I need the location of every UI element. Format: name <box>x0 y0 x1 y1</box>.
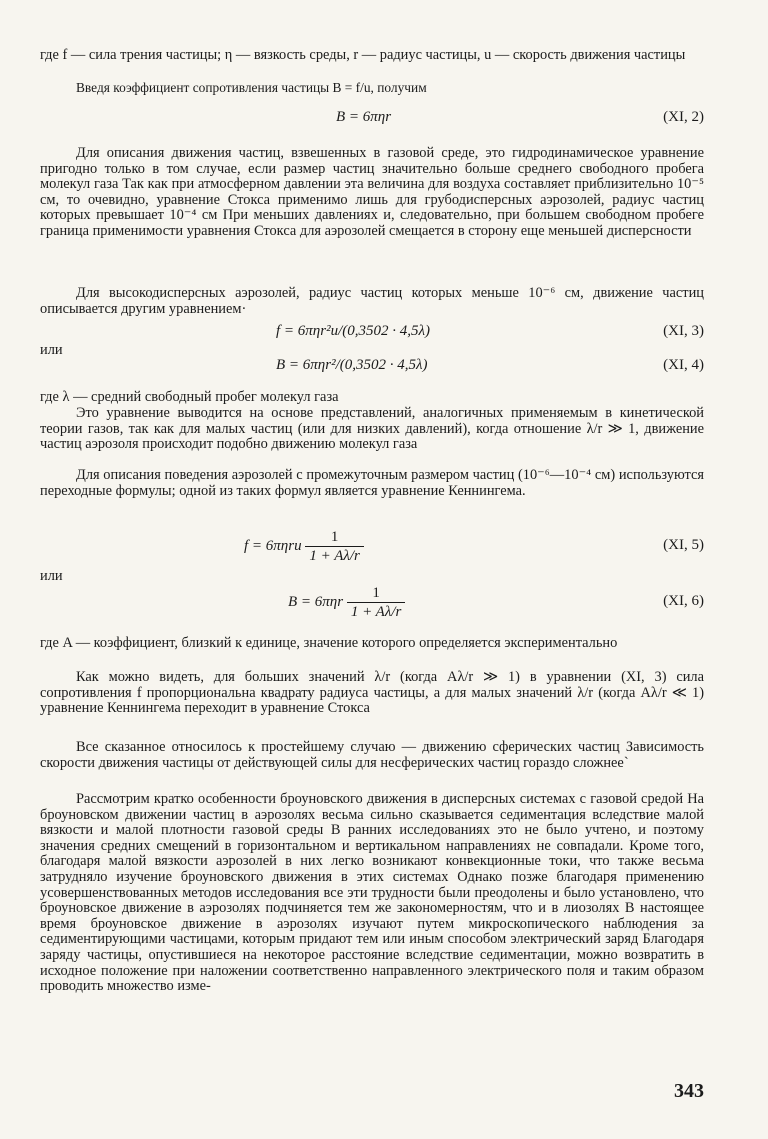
equation-number: (XI, 3) <box>663 323 704 339</box>
equation-resistance: B = 6πηr²/(0,3502 · 4,5λ) <box>276 357 428 373</box>
equation-cunningham-force <box>244 528 364 565</box>
equation-stokes: B = 6πηr <box>336 109 392 125</box>
equation-cunningham-resistance <box>288 584 405 621</box>
conjunction-or: или <box>40 342 63 358</box>
paragraph-kinetic-theory: Это уравнение выводится на основе представлений, аналогичных применяемым в кинетической теории газов, так как для малых частиц (или для низких давлений), когда отношение λ/r ≫ 1, движение частиц аэрозоля происходит подобно движению молекул газа <box>40 405 704 453</box>
equation-lhs: B = 6πηr <box>288 593 344 610</box>
fraction-denominator: 1 + Aλ/r <box>350 604 402 620</box>
paragraph-cunningham-intro: Для описания поведения аэрозолей с промежуточным размером частиц (10⁻⁶—10⁻⁴ см) используются переходные формулы; одной из таких формул является уравнение Кеннингема. <box>40 467 704 499</box>
paragraph-spherical: Все сказанное относилось к простейшему случаю — движению сферических частиц Зависимость скорости движения частицы от действующей силы для несферических частиц гораздо сложнее` <box>40 739 704 771</box>
fraction-denominator: 1 + Aλ/r <box>309 548 360 564</box>
paragraph-coefficient: Введя коэффициент сопротивления частицы B = f/u, получим <box>76 80 427 95</box>
paragraph-limits: Как можно видеть, для больших значений λ/r (когда Aλ/r ≫ 1) в уравнении (XI, 3) сила сопротивления f пропорциональна квадрату радиуса частицы, а для малых значений λ/r (когда Aλ/r ≪ 1) уравнение Кеннингема переходит в уравнение Стокса <box>40 669 704 717</box>
paragraph-stokes-applicability: Для описания движения частиц, взвешенных в газовой среде, это гидродинамическое уравнение пригодно только в том случае, если размер частиц значительно больше среднего свободного пробега молекул газа Так как при атмосферном давлении эта величина для воздуха составляет приблизительно 10⁻⁵ см, то очевидно, уравнение Стокса применимо лишь для грубодисперсных аэрозолей, радиус частиц которых превышает 10⁻⁴ см При меньших давлениях и, следовательно, при большем свободном пробеге граница применимости уравнения Стокса для аэрозолей смещается в сторону еще меньшей дисперсности <box>40 145 704 239</box>
equation-number: (XI, 2) <box>663 109 704 125</box>
equation-number: (XI, 4) <box>663 357 704 373</box>
equation-number: (XI, 6) <box>663 593 704 609</box>
page-number: 343 <box>674 1080 704 1102</box>
paragraph-mean-free-path: где λ — средний свободный пробег молекул газа <box>40 389 339 405</box>
fraction <box>305 528 364 565</box>
paragraph-brownian: Рассмотрим кратко особенности броуновского движения в дисперсных системах с газовой средой На броуновском движении частиц в аэрозолях весьма сильно сказывается седиментация вследствие малой вязкости и малой плотности газовой среды В ранних исследованиях это не было учтено, и поэтому значения средних смещений в горизонтальном и вертикальном направлениях не совпадали. Кроме того, благодаря малой вязкости аэрозолей в них легко возникают конвекционные токи, что также весьма затрудняло изучение броуновского движения в этих системах Однако позже благодаря применению усовершенствованных методов исследования все эти трудности были преодолены и было установлено, что броуновское движение в аэрозолях подчиняется тем же закономерностям, что и в лиозолях В настоящее время броуновское движение в аэрозолях изучают путем микроскопического наблюдения за седиментирующими частицами, которым придают тем или иным способом электрический заряд Благодаря заряду частицы, опустившиеся на некоторое расстояние вследствие седиментации, можно возвратить в исходное положение при наложении соответственно направленного электрического поля и таким образом проводить множество изме- <box>40 791 704 995</box>
fraction-numerator: 1 <box>305 528 364 547</box>
fraction-numerator: 1 <box>347 584 406 603</box>
equation-number: (XI, 5) <box>663 537 704 553</box>
equation-force: f = 6πηr²u/(0,3502 · 4,5λ) <box>276 323 430 339</box>
equation-lhs: f = 6πηru <box>244 537 302 554</box>
paragraph-definitions: где f — сила трения частицы; η — вязкость среды, r — радиус частицы, u — скорость движения частицы <box>40 47 686 63</box>
paragraph-coefficient-a: где A — коэффициент, близкий к единице, значение которого определяется экспериментально <box>40 635 618 651</box>
conjunction-or: или <box>40 568 63 584</box>
fraction <box>347 584 406 621</box>
paragraph-highly-dispersed: Для высокодисперсных аэрозолей, радиус частиц которых меньше 10⁻⁶ см, движение частиц описывается другим уравнением· <box>40 285 704 317</box>
